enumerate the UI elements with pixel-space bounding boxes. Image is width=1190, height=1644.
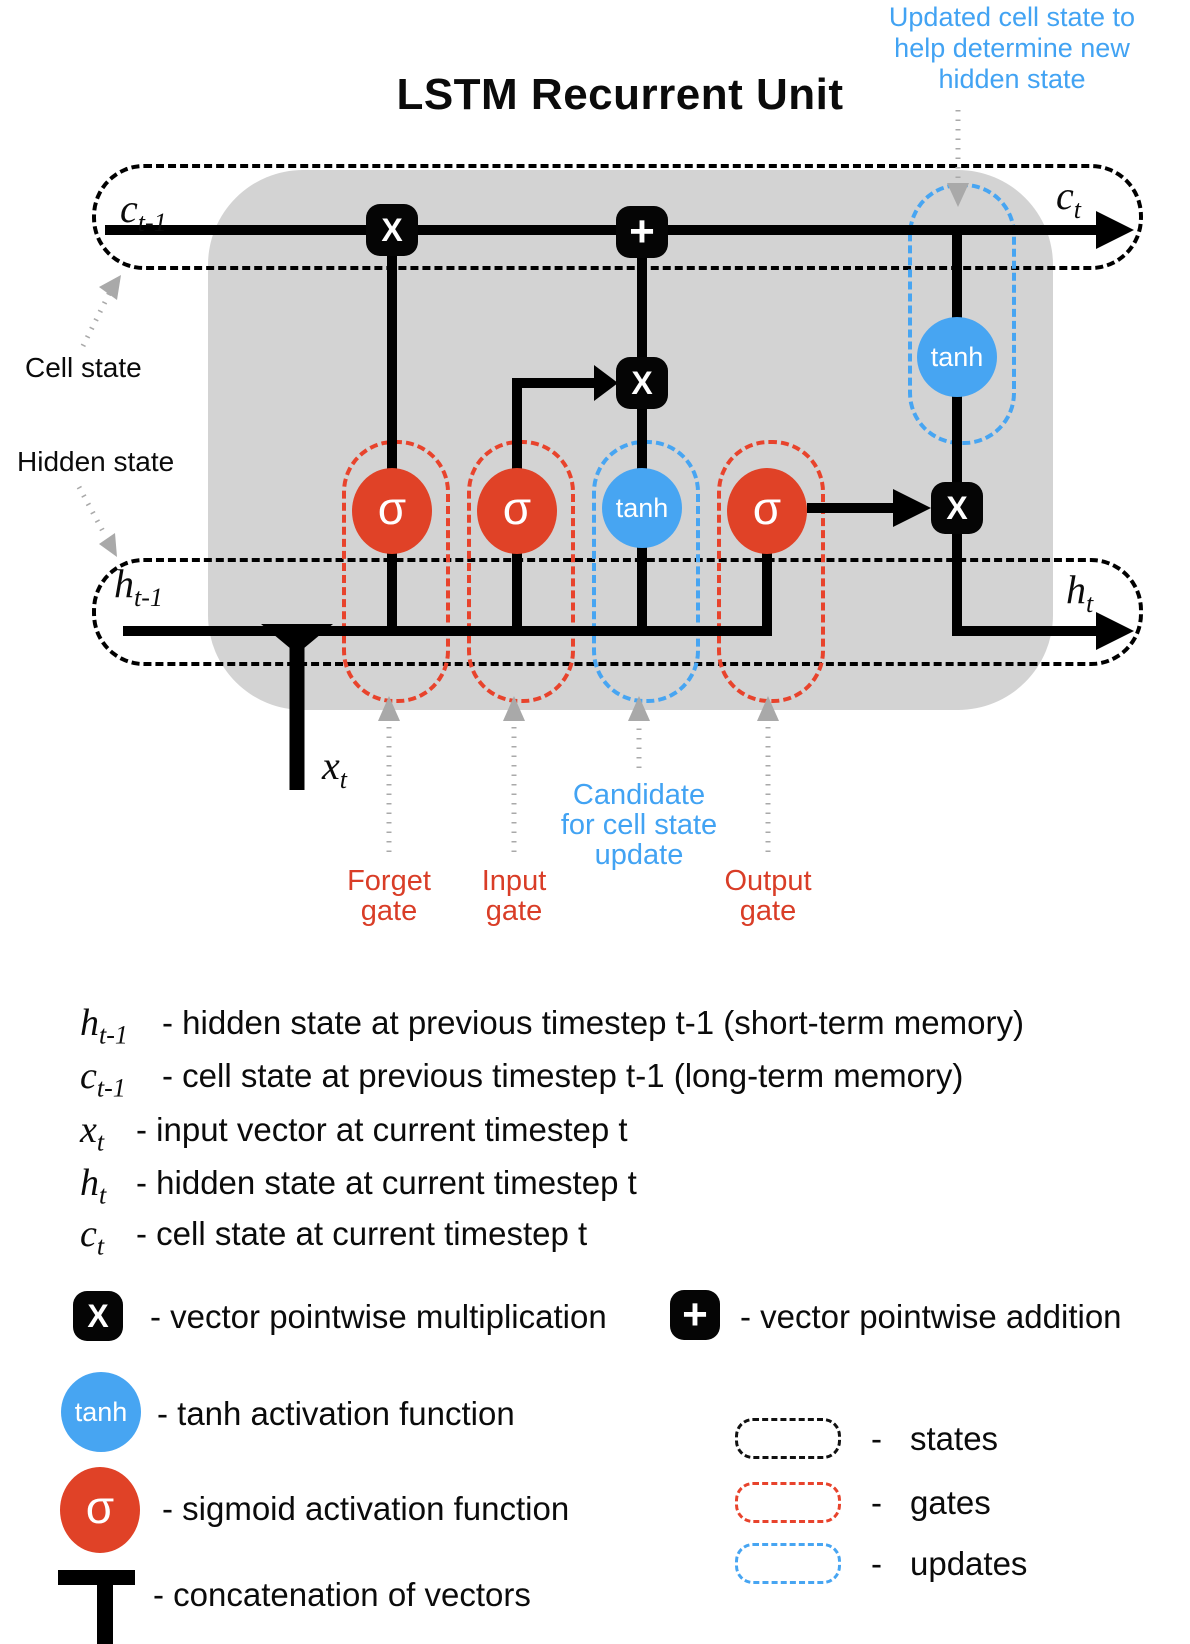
concat-icon-stem — [97, 1580, 113, 1644]
states-legend-row: - states — [735, 1418, 998, 1459]
x-t-label: $x_t$ — [322, 743, 347, 794]
gates-legend-label: gates — [910, 1483, 991, 1521]
candidate-tanh: tanh — [602, 468, 682, 548]
sigmoid-legend-text: - sigmoid activation function — [162, 1490, 570, 1527]
legend-def-h-prev: $h_{t-1}$ - hidden state at previous timestep t-1 (short-term memory) — [80, 1002, 1024, 1050]
hidden-state-caption: Hidden state — [17, 446, 175, 477]
h-prev-label: $h_{t-1}$ — [114, 561, 163, 612]
states-pill-icon — [735, 1418, 841, 1459]
updates-legend-row: - updates — [735, 1543, 1027, 1584]
h-t-label: $h_t$ — [1066, 567, 1094, 618]
input-gate-sigmoid: σ — [477, 468, 557, 554]
legend-def-c-prev: $c_{t-1}$ - cell state at previous timestep t-1 (long-term memory) — [80, 1055, 964, 1103]
tanh-legend-text: - tanh activation function — [157, 1395, 515, 1432]
forget-gate-caption: Forget gate — [347, 865, 431, 927]
page-title: LSTM Recurrent Unit — [396, 70, 844, 119]
sigmoid-legend-icon: σ — [60, 1467, 140, 1553]
annotation-line: hidden state — [938, 64, 1086, 94]
add-op-legend-text: - vector pointwise addition — [740, 1298, 1122, 1335]
legend-def-c-t: $c_t$ - cell state at current timestep t — [80, 1213, 588, 1261]
pointwise-multiply-op-output: X — [931, 482, 983, 534]
updates-pill-icon — [735, 1543, 841, 1584]
output-gate-caption: Output gate — [724, 865, 812, 927]
pointwise-multiply-op-input: X — [616, 357, 668, 409]
updates-legend-label: updates — [910, 1544, 1028, 1582]
pointwise-add-op: + — [616, 206, 668, 258]
multiply-op-legend-icon: X — [73, 1291, 123, 1341]
candidate-caption: Candidate for cell state update — [560, 779, 718, 871]
add-op-legend-icon: + — [670, 1290, 720, 1340]
output-gate-sigmoid: σ — [727, 468, 807, 554]
forget-gate-sigmoid: σ — [352, 468, 432, 554]
c-prev-label: $c_{t-1}$ — [120, 186, 167, 237]
c-t-label: $c_t$ — [1056, 173, 1081, 224]
legend-def-h-t: $h_t$ - hidden state at current timestep t — [80, 1162, 637, 1210]
cell-state-caption: Cell state — [25, 352, 142, 383]
gates-pill-icon — [735, 1482, 841, 1523]
cell-output-tanh: tanh — [917, 317, 997, 397]
tanh-legend-icon: tanh — [61, 1372, 141, 1452]
pointwise-multiply-op-cell: X — [366, 204, 418, 256]
states-legend-label: states — [910, 1419, 999, 1457]
legend-def-x-t: $x_t$ - input vector at current timestep t — [80, 1109, 628, 1157]
annotation-line: help determine new — [894, 33, 1130, 63]
concat-legend-text: - concatenation of vectors — [153, 1576, 531, 1613]
input-gate-caption: Input gate — [481, 865, 547, 927]
annotation-line: Updated cell state to — [888, 2, 1136, 32]
multiply-op-legend-text: - vector pointwise multiplication — [150, 1298, 607, 1335]
gates-legend-row: - gates — [735, 1482, 991, 1523]
